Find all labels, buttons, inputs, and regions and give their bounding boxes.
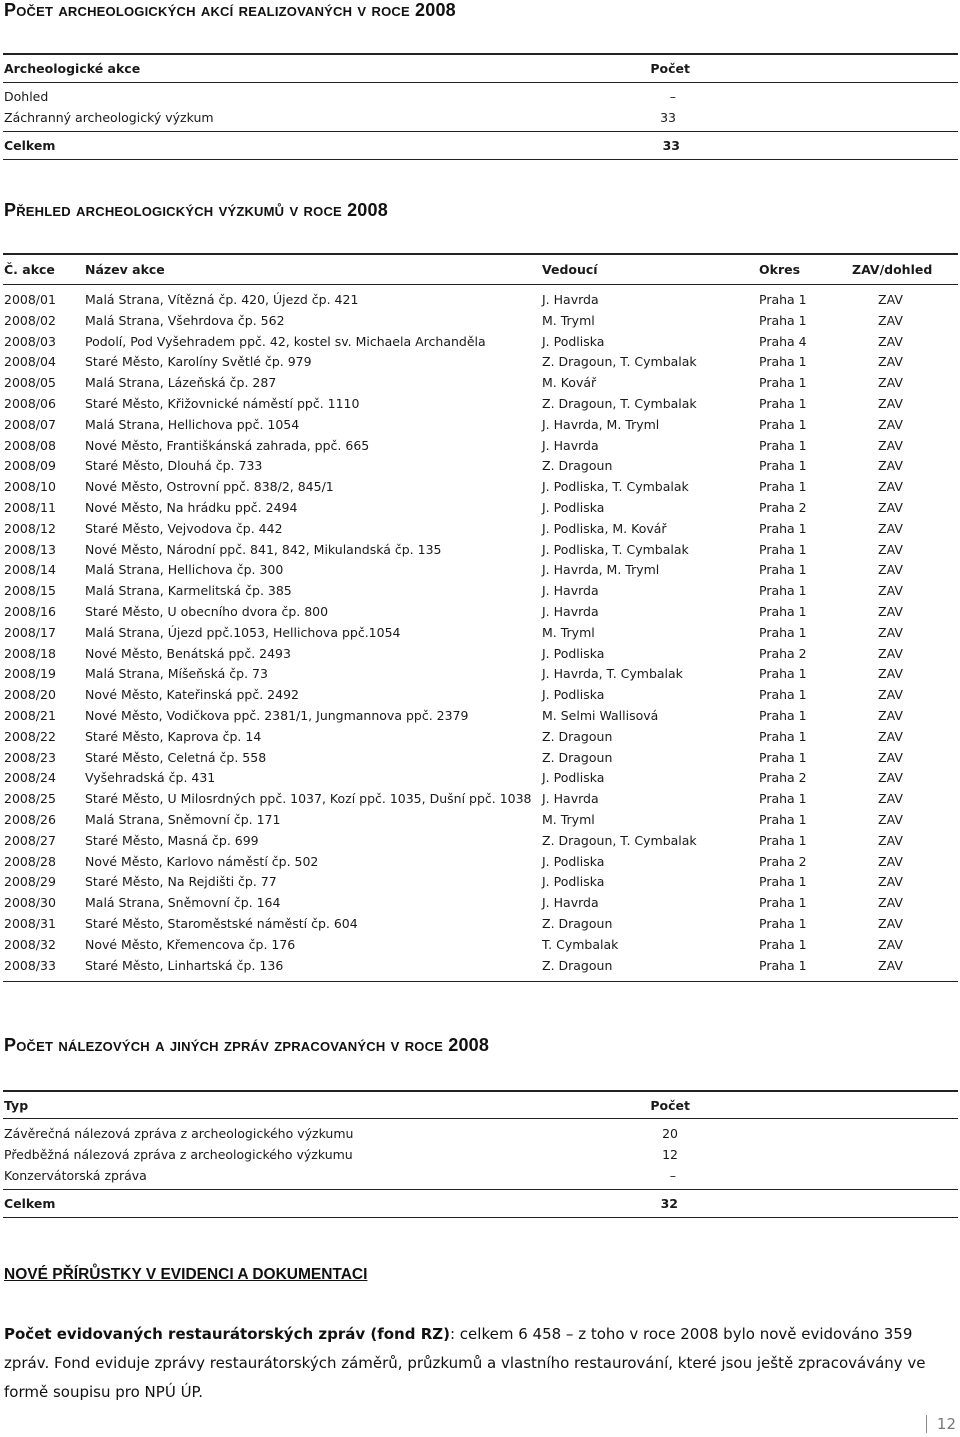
- survey-leader: J. Havrda, T. Cymbalak: [542, 666, 683, 682]
- survey-type: ZAV: [878, 500, 903, 515]
- section4-paragraph-body: : celkem 6 458 – z toho v roce 2008 bylo nově evidováno 359 zpráv. Fond eviduje zprávy restaurátorských záměrů, průzkumů a vlastního restaurování, které jsou ještě zpracovávány ve formě soupisu pro NPÚ ÚP.: [4, 1325, 926, 1401]
- section3-total-label: Celkem: [4, 1196, 56, 1211]
- survey-type: ZAV: [878, 375, 903, 391]
- survey-leader: J. Havrda: [542, 583, 599, 599]
- survey-district: Praha 1: [759, 396, 807, 411]
- survey-leader: J. Podliska: [542, 770, 605, 786]
- survey-id: 2008/10: [4, 479, 56, 495]
- survey-name: Staré Město, Křižovnické náměstí ppč. 1110: [85, 396, 360, 411]
- survey-name: Staré Město, Staroměstské náměstí čp. 604: [85, 916, 358, 931]
- survey-type: ZAV: [878, 666, 903, 682]
- survey-leader: J. Havrda, M. Tryml: [542, 416, 660, 432]
- section2-header-district: Okres: [759, 262, 801, 277]
- survey-type: ZAV: [878, 853, 903, 869]
- survey-id: 2008/01: [4, 292, 56, 307]
- survey-leader: J. Podliska: [542, 853, 605, 869]
- survey-name: Malá Strana, Míšeňská čp. 73: [85, 666, 268, 682]
- section2-title: Přehled archeologických výzkumů v roce 2008: [4, 200, 388, 220]
- survey-leader: J. Podliska: [542, 645, 605, 661]
- survey-district: Praha 1: [759, 354, 807, 370]
- survey-type: ZAV: [878, 479, 903, 495]
- survey-id: 2008/09: [4, 458, 56, 474]
- survey-leader: Z. Dragoun: [542, 749, 613, 765]
- survey-district: Praha 2: [759, 500, 807, 515]
- survey-leader: M. Kovář: [542, 375, 597, 391]
- survey-district: Praha 2: [759, 853, 807, 869]
- survey-name: Nové Město, Karlovo náměstí čp. 502: [85, 853, 319, 869]
- survey-type: ZAV: [878, 437, 903, 453]
- section3-title: Počet nálezových a jiných zpráv zpracovaných v roce 2008: [4, 1035, 490, 1055]
- survey-name: Nové Město, Vodičkova ppč. 2381/1, Jungmannova ppč. 2379: [85, 708, 469, 723]
- survey-id: 2008/22: [4, 728, 56, 744]
- survey-leader: J. Podliska: [542, 687, 605, 703]
- survey-district: Praha 1: [759, 916, 807, 931]
- survey-type: ZAV: [878, 728, 903, 744]
- survey-leader: J. Podliska, T. Cymbalak: [542, 479, 689, 495]
- survey-id: 2008/24: [4, 770, 56, 786]
- section3-top-rule: [3, 1090, 958, 1092]
- survey-type: ZAV: [878, 583, 903, 599]
- section3-total-value: 32: [660, 1196, 678, 1211]
- survey-name: Staré Město, Kaprova čp. 14: [85, 728, 262, 744]
- survey-id: 2008/08: [4, 437, 56, 453]
- survey-type: ZAV: [878, 624, 903, 640]
- survey-type: ZAV: [878, 562, 903, 578]
- survey-leader: Z. Dragoun: [542, 728, 613, 744]
- survey-name: Nové Město, Ostrovní ppč. 838/2, 845/1: [85, 479, 334, 495]
- survey-district: Praha 1: [759, 604, 807, 619]
- survey-district: Praha 4: [759, 333, 807, 349]
- survey-name: Malá Strana, Sněmovní čp. 171: [85, 812, 281, 827]
- survey-name: Malá Strana, Hellichova ppč. 1054: [85, 416, 300, 432]
- survey-district: Praha 1: [759, 708, 807, 723]
- survey-id: 2008/07: [4, 416, 56, 432]
- survey-id: 2008/19: [4, 666, 56, 682]
- survey-district: Praha 2: [759, 770, 807, 786]
- survey-district: Praha 1: [759, 874, 807, 890]
- survey-type: ZAV: [878, 895, 903, 911]
- survey-type: ZAV: [878, 292, 903, 307]
- section3-header-count: Počet: [650, 1098, 690, 1113]
- section1-header-count: Počet: [650, 61, 690, 76]
- survey-name: Nové Město, Křemencova čp. 176: [85, 936, 296, 952]
- survey-type: ZAV: [878, 458, 903, 474]
- survey-name: Vyšehradská čp. 431: [85, 770, 216, 786]
- survey-leader: J. Havrda: [542, 895, 599, 911]
- survey-leader: M. Tryml: [542, 624, 595, 640]
- survey-district: Praha 1: [759, 541, 807, 557]
- section1-row-value: 33: [660, 110, 676, 125]
- survey-leader: J. Havrda: [542, 292, 599, 307]
- section2-header-name: Název akce: [85, 262, 165, 277]
- survey-id: 2008/03: [4, 333, 56, 349]
- survey-district: Praha 1: [759, 375, 807, 391]
- survey-type: ZAV: [878, 416, 903, 432]
- survey-district: Praha 1: [759, 895, 807, 911]
- survey-name: Staré Město, Masná čp. 699: [85, 832, 259, 848]
- survey-name: Nové Město, Na hrádku ppč. 2494: [85, 500, 298, 515]
- section1-header-rule: [3, 82, 958, 83]
- survey-district: Praha 1: [759, 479, 807, 495]
- section2-header-leader: Vedoucí: [542, 262, 598, 277]
- section2-header-rule: [3, 284, 958, 285]
- survey-id: 2008/16: [4, 604, 56, 619]
- survey-leader: Z. Dragoun: [542, 957, 613, 973]
- survey-district: Praha 1: [759, 292, 807, 307]
- survey-type: ZAV: [878, 708, 903, 723]
- section3-row-value: –: [669, 1168, 676, 1183]
- survey-name: Staré Město, Vejvodova čp. 442: [85, 520, 283, 536]
- section1-header-type: Archeologické akce: [4, 61, 141, 76]
- survey-id: 2008/05: [4, 375, 56, 391]
- survey-district: Praha 1: [759, 812, 807, 827]
- survey-name: Nové Město, Kateřinská ppč. 2492: [85, 687, 299, 703]
- survey-district: Praha 1: [759, 791, 807, 807]
- survey-id: 2008/33: [4, 957, 56, 973]
- survey-leader: J. Havrda: [542, 791, 599, 807]
- survey-id: 2008/28: [4, 853, 56, 869]
- survey-leader: J. Podliska, T. Cymbalak: [542, 541, 689, 557]
- survey-id: 2008/18: [4, 645, 56, 661]
- survey-name: Staré Město, Na Rejdišti čp. 77: [85, 874, 277, 890]
- survey-id: 2008/13: [4, 541, 56, 557]
- section4-paragraph-lead: Počet evidovaných restaurátorských zpráv (fond RZ): [4, 1325, 450, 1343]
- survey-name: Malá Strana, Karmelitská čp. 385: [85, 583, 292, 599]
- survey-type: ZAV: [878, 541, 903, 557]
- survey-id: 2008/31: [4, 916, 56, 931]
- section1-row-label: Dohled: [4, 89, 49, 104]
- section2-bottom-rule: [3, 981, 958, 982]
- survey-leader: J. Podliska: [542, 333, 605, 349]
- survey-district: Praha 1: [759, 416, 807, 432]
- survey-district: Praha 1: [759, 749, 807, 765]
- survey-type: ZAV: [878, 874, 903, 890]
- survey-name: Malá Strana, Sněmovní čp. 164: [85, 895, 281, 911]
- survey-type: ZAV: [878, 770, 903, 786]
- survey-type: ZAV: [878, 957, 903, 973]
- survey-leader: Z. Dragoun, T. Cymbalak: [542, 354, 697, 370]
- survey-leader: J. Havrda: [542, 604, 599, 619]
- section2-header-type: ZAV/dohled: [852, 262, 933, 277]
- section1-row-value: –: [669, 89, 676, 104]
- section1-top-rule: [3, 53, 958, 55]
- section3-header-type: Typ: [4, 1098, 29, 1113]
- survey-type: ZAV: [878, 333, 903, 349]
- survey-district: Praha 1: [759, 437, 807, 453]
- survey-id: 2008/11: [4, 500, 56, 515]
- survey-type: ZAV: [878, 936, 903, 952]
- survey-district: Praha 1: [759, 687, 807, 703]
- survey-name: Staré Město, Karolíny Světlé čp. 979: [85, 354, 312, 370]
- section3-total-rule: [3, 1189, 958, 1190]
- survey-name: Nové Město, Národní ppč. 841, 842, Mikulandská čp. 135: [85, 541, 442, 557]
- section3-row-label: Předběžná nálezová zpráva z archeologického výzkumu: [4, 1147, 353, 1162]
- survey-id: 2008/04: [4, 354, 56, 370]
- survey-leader: M. Tryml: [542, 312, 595, 328]
- survey-name: Staré Město, Dlouhá čp. 733: [85, 458, 263, 474]
- survey-district: Praha 1: [759, 458, 807, 474]
- survey-id: 2008/06: [4, 396, 56, 411]
- survey-type: ZAV: [878, 396, 903, 411]
- survey-id: 2008/15: [4, 583, 56, 599]
- survey-district: Praha 1: [759, 624, 807, 640]
- section1-total-label: Celkem: [4, 138, 56, 153]
- survey-name: Staré Město, U obecního dvora čp. 800: [85, 604, 329, 619]
- survey-name: Malá Strana, Hellichova čp. 300: [85, 562, 284, 578]
- section3-row-label: Konzervátorská zpráva: [4, 1168, 147, 1183]
- section1-total-rule: [3, 131, 958, 132]
- survey-leader: J. Havrda: [542, 437, 599, 453]
- survey-name: Malá Strana, Vítězná čp. 420, Újezd čp. 421: [85, 292, 359, 307]
- survey-name: Staré Město, Linhartská čp. 136: [85, 957, 284, 973]
- survey-leader: M. Tryml: [542, 812, 595, 827]
- survey-type: ZAV: [878, 749, 903, 765]
- survey-id: 2008/17: [4, 624, 56, 640]
- survey-leader: Z. Dragoun, T. Cymbalak: [542, 396, 697, 411]
- survey-leader: J. Podliska: [542, 500, 605, 515]
- survey-district: Praha 1: [759, 832, 807, 848]
- section3-row-label: Závěrečná nálezová zpráva z archeologického výzkumu: [4, 1126, 354, 1141]
- survey-name: Nové Město, Františkánská zahrada, ppč. 665: [85, 437, 370, 453]
- page-number: 12: [926, 1415, 956, 1433]
- section2-top-rule: [3, 253, 958, 255]
- survey-name: Nové Město, Benátská ppč. 2493: [85, 645, 291, 661]
- survey-id: 2008/25: [4, 791, 56, 807]
- survey-type: ZAV: [878, 916, 903, 931]
- survey-name: Malá Strana, Všehrdova čp. 562: [85, 312, 285, 328]
- section3-row-value: 12: [662, 1147, 678, 1162]
- survey-id: 2008/21: [4, 708, 56, 723]
- survey-district: Praha 1: [759, 520, 807, 536]
- survey-name: Podolí, Pod Vyšehradem ppč. 42, kostel sv. Michaela Archanděla: [85, 333, 486, 349]
- survey-leader: J. Podliska, M. Kovář: [542, 520, 667, 536]
- survey-leader: Z. Dragoun: [542, 458, 613, 474]
- survey-name: Staré Město, U Milosrdných ppč. 1037, Kozí ppč. 1035, Dušní ppč. 1038: [85, 791, 532, 807]
- survey-type: ZAV: [878, 832, 903, 848]
- survey-leader: Z. Dragoun, T. Cymbalak: [542, 832, 697, 848]
- survey-type: ZAV: [878, 354, 903, 370]
- section4-paragraph: [4, 1320, 959, 1407]
- section1-row-label: Záchranný archeologický výzkum: [4, 110, 214, 125]
- survey-id: 2008/26: [4, 812, 56, 827]
- survey-name: Malá Strana, Lázeňská čp. 287: [85, 375, 277, 391]
- survey-id: 2008/29: [4, 874, 56, 890]
- survey-leader: M. Selmi Wallisová: [542, 708, 659, 723]
- survey-type: ZAV: [878, 791, 903, 807]
- survey-leader: Z. Dragoun: [542, 916, 613, 931]
- survey-id: 2008/20: [4, 687, 56, 703]
- survey-leader: J. Havrda, M. Tryml: [542, 562, 660, 578]
- survey-type: ZAV: [878, 812, 903, 827]
- survey-district: Praha 1: [759, 936, 807, 952]
- section1-title: Počet archeologických akcí realizovaných v roce 2008: [4, 0, 456, 20]
- survey-district: Praha 1: [759, 728, 807, 744]
- survey-leader: T. Cymbalak: [542, 936, 619, 952]
- survey-id: 2008/23: [4, 749, 56, 765]
- survey-district: Praha 2: [759, 645, 807, 661]
- survey-type: ZAV: [878, 604, 903, 619]
- survey-leader: J. Podliska: [542, 874, 605, 890]
- survey-id: 2008/30: [4, 895, 56, 911]
- survey-name: Staré Město, Celetná čp. 558: [85, 749, 267, 765]
- section3-bottom-rule: [3, 1217, 958, 1218]
- survey-type: ZAV: [878, 520, 903, 536]
- survey-district: Praha 1: [759, 583, 807, 599]
- survey-type: ZAV: [878, 687, 903, 703]
- survey-district: Praha 1: [759, 666, 807, 682]
- survey-district: Praha 1: [759, 957, 807, 973]
- section3-row-value: 20: [662, 1126, 678, 1141]
- survey-id: 2008/02: [4, 312, 56, 328]
- survey-district: Praha 1: [759, 562, 807, 578]
- survey-id: 2008/32: [4, 936, 56, 952]
- survey-id: 2008/27: [4, 832, 56, 848]
- section2-header-id: Č. akce: [4, 262, 55, 277]
- survey-id: 2008/14: [4, 562, 56, 578]
- survey-district: Praha 1: [759, 312, 807, 328]
- section1-bottom-rule: [3, 159, 958, 160]
- survey-id: 2008/12: [4, 520, 56, 536]
- section1-total-value: 33: [662, 138, 680, 153]
- survey-name: Malá Strana, Újezd ppč.1053, Hellichova ppč.1054: [85, 624, 401, 640]
- section3-header-rule: [3, 1118, 958, 1119]
- survey-type: ZAV: [878, 312, 903, 328]
- section4-title: NOVÉ PŘÍRŮSTKY V EVIDENCI A DOKUMENTACI: [4, 1266, 368, 1283]
- survey-type: ZAV: [878, 645, 903, 661]
